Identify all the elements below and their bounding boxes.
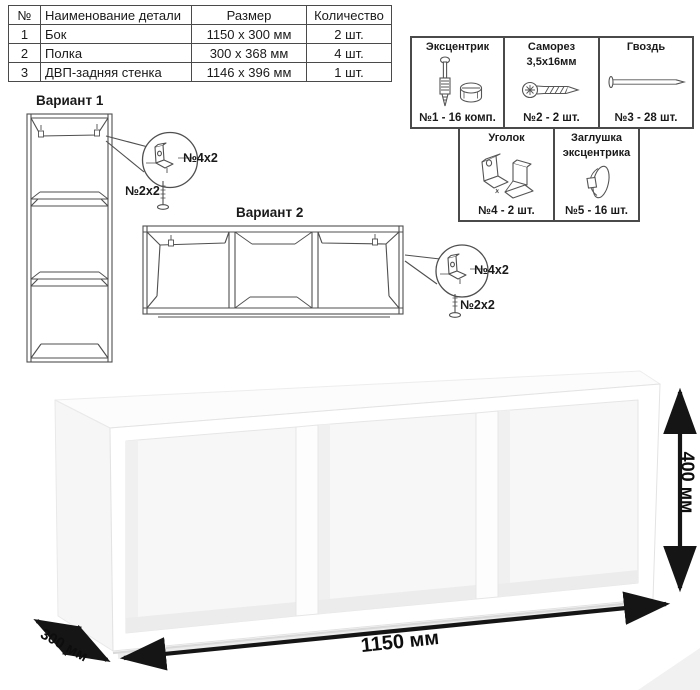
variant1-title: Вариант 1 [36, 93, 104, 108]
hardware-item-screw [503, 36, 600, 129]
cell-quantity: 4 шт. [307, 44, 392, 63]
variant1-bracket-count-label: №4х2 [183, 151, 218, 165]
inner-wall-shade [126, 440, 138, 633]
background-shadow [638, 648, 700, 690]
shelf-left-face [55, 400, 113, 651]
hardware-item-title: Заглушка [570, 132, 623, 144]
compartment-opening [318, 413, 476, 614]
hardware-item-title: Гвоздь [626, 41, 666, 53]
cell-size: 300 x 368 мм [192, 44, 307, 63]
variant1-shelf-outline [27, 114, 112, 362]
cell-quantity: 1 шт. [307, 63, 392, 82]
compartment-opening [498, 400, 638, 597]
cell-name: Бок [41, 25, 192, 44]
screw-icon [450, 294, 461, 317]
variant2-shelf-outline [143, 226, 403, 317]
cell-name: Полка [41, 44, 192, 63]
inner-wall-shade [498, 410, 510, 597]
table-row [9, 25, 392, 44]
variant2-screw-count-label: №2х2 [460, 298, 495, 312]
cell-size: 1146 x 396 мм [192, 63, 307, 82]
compartment-opening [126, 427, 296, 633]
hardware-item-count: №3 - 28 шт. [614, 112, 678, 124]
col-header-name: Наименование детали [41, 6, 192, 25]
cell-number: 1 [9, 25, 41, 44]
screw-icon [520, 74, 584, 106]
hardware-item-nail [598, 36, 694, 129]
hardware-item-eccentric [410, 36, 505, 129]
cell-quantity: 2 шт. [307, 25, 392, 44]
hardware-item-title: Эксцентрик [425, 41, 490, 53]
table-row [9, 44, 392, 63]
col-header-number: № [9, 6, 41, 25]
eccentric-cap-icon [576, 160, 618, 204]
col-header-size: Размер [192, 6, 307, 25]
variant2-title: Вариант 2 [236, 205, 304, 220]
hardware-item-count: №1 - 16 комп. [419, 112, 496, 124]
width-dimension-label: 1150 мм [359, 626, 441, 658]
hardware-item-subtitle: эксцентрика [562, 147, 631, 159]
hardware-item-cap [553, 127, 640, 222]
shelf-divider [476, 411, 498, 599]
variant2-bracket-count-label: №4х2 [474, 263, 509, 277]
screw-icon [520, 68, 584, 112]
parts-table [8, 5, 392, 82]
inner-wall-shade [318, 424, 330, 614]
height-dimension-label: 400 мм [677, 451, 698, 514]
eccentric-cap-icon [576, 159, 618, 205]
shelf-divider [296, 425, 318, 616]
hardware-item-title: Саморез [527, 41, 576, 53]
table-header-row [9, 6, 392, 25]
col-header-quantity: Количество [307, 6, 392, 25]
cell-number: 3 [9, 63, 41, 82]
hardware-item-subtitle: 3,5х16мм [526, 56, 577, 68]
hardware-item-count: №4 - 2 шт. [478, 205, 535, 217]
hardware-item-title: Уголок [488, 132, 525, 144]
depth-dimension-label: 300 мм [37, 625, 91, 666]
cell-number: 2 [9, 44, 41, 63]
corner-bracket-icon [475, 144, 539, 205]
eccentric-cam-icon [428, 56, 488, 110]
variant1-screw-count-label: №2х2 [125, 184, 160, 198]
nail-icon [606, 53, 686, 112]
table-row [9, 63, 392, 82]
hardware-item-count: №5 - 16 шт. [565, 205, 628, 217]
corner-bracket-icon [475, 150, 539, 200]
nail-icon [606, 74, 686, 92]
eccentric-cam-icon [428, 53, 488, 112]
hardware-item-count: №2 - 2 шт. [523, 112, 580, 124]
cell-size: 1150 x 300 мм [192, 25, 307, 44]
cell-name: ДВП-задняя стенка [41, 63, 192, 82]
